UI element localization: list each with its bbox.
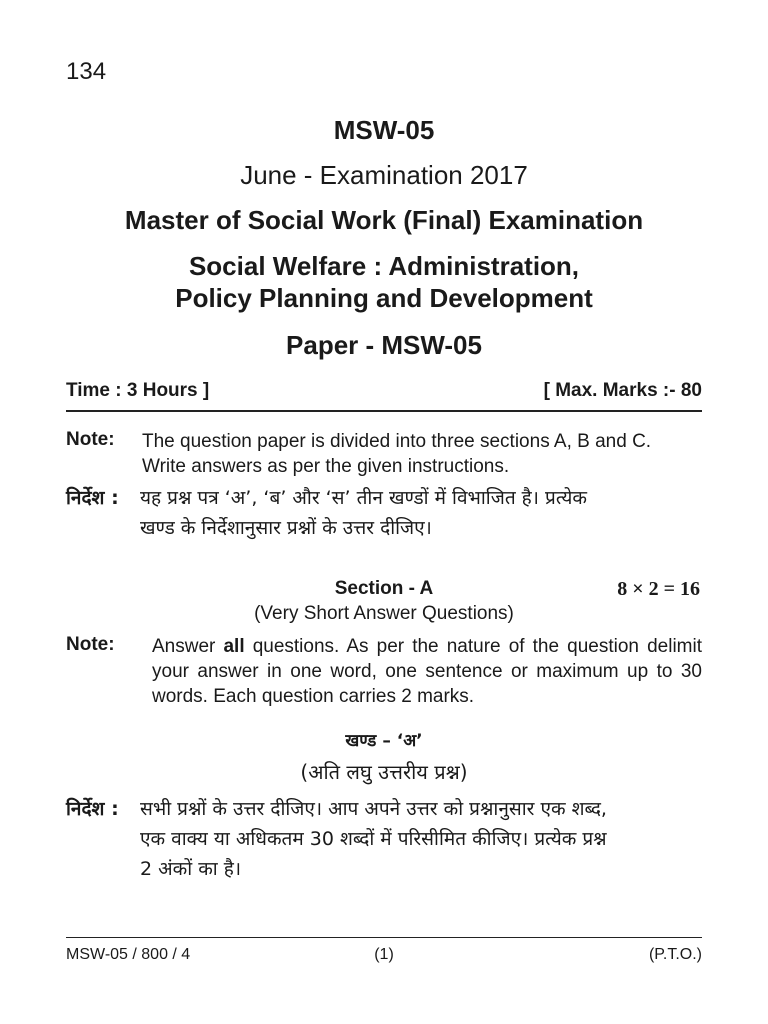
general-nirdesh-text: यह प्रश्न पत्र ‘अ’, ‘ब’ और ‘स’ तीन खण्डों में विभाजित है। प्रत्येक खण्ड के निर्देशानुसार प्रश्नों के उत्तर दीजिए। xyxy=(140,487,587,539)
header-divider xyxy=(66,410,702,412)
page-footer xyxy=(66,946,702,964)
section-a-note-text: Answer all questions. As per the nature of the question delimit your answer in one word, one sentence or maximum up to 30 words. Each question carries 2 marks. xyxy=(152,636,702,707)
nirdesh-label: निर्देश : xyxy=(66,487,119,509)
section-a-nirdesh-label: निर्देश : xyxy=(66,798,119,820)
footer-divider xyxy=(66,937,702,938)
max-marks-label: [ Max. Marks :- 80 xyxy=(543,380,702,401)
exam-title: June - Examination 2017 xyxy=(240,160,528,190)
time-marks-row xyxy=(66,380,702,402)
note-label: Note: xyxy=(66,429,115,450)
section-a-marks: 8 × 2 = 16 xyxy=(617,578,700,600)
section-a-hindi-subtitle: (अति लघु उत्तरीय प्रश्न) xyxy=(300,760,468,784)
course-code: MSW-05 xyxy=(333,115,435,145)
time-label: Time : 3 Hours ] xyxy=(66,380,210,401)
section-a-note-label: Note: xyxy=(66,634,115,655)
footer-pto: (P.T.O.) xyxy=(648,946,702,963)
section-a-hindi-title: खण्ड – ‘अ’ xyxy=(345,731,423,751)
general-note-text: The question paper is divided into three sections A, B and C. Write answers as per the given instructions. xyxy=(142,431,652,477)
subject-line-2: Policy Planning and Development xyxy=(175,283,593,313)
footer-code: MSW-05 / 800 / 4 xyxy=(66,946,191,963)
subject-line-1: Social Welfare : Administration, xyxy=(188,251,580,281)
page-number: 134 xyxy=(66,58,107,85)
footer-page-number: (1) xyxy=(374,946,394,963)
paper-title: Paper - MSW-05 xyxy=(286,330,482,360)
section-a-nirdesh-text: सभी प्रश्नों के उत्तर दीजिए। आप अपने उत्तर को प्रश्नानुसार एक शब्द, एक वाक्य या अधिकतम 30 शब्दों में परिसीमित कीजिए। प्रत्येक प्रश्न 2 अंकों का है। xyxy=(140,798,607,880)
section-a-title: Section - A xyxy=(334,578,434,599)
degree-title: Master of Social Work (Final) Examination xyxy=(124,205,644,235)
section-a-subtitle: (Very Short Answer Questions) xyxy=(254,603,514,624)
